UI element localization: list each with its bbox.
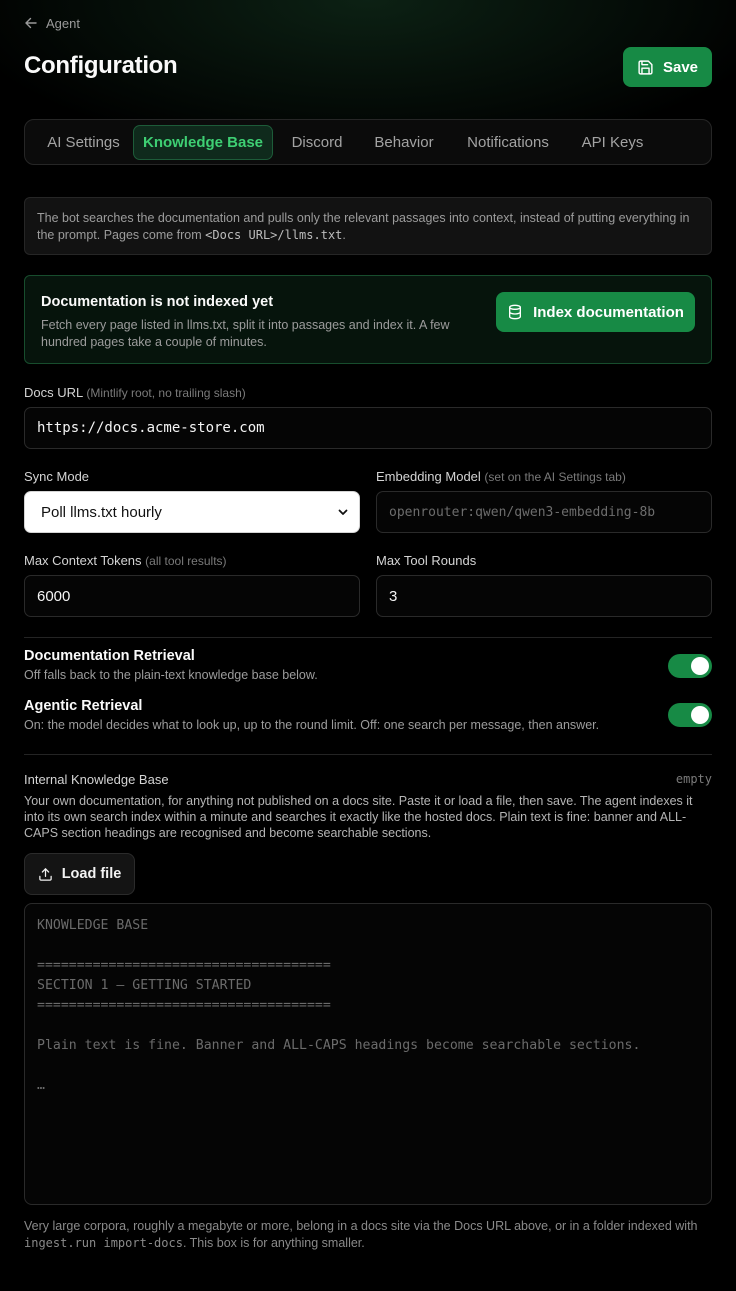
- index-documentation-button[interactable]: [496, 292, 695, 332]
- sync-mode-label: Sync Mode: [24, 469, 90, 484]
- settings-tabs: [24, 119, 712, 165]
- max-tool-rounds-value: 3: [389, 587, 398, 605]
- footer-text: Very large corpora, roughly a megabyte or more, belong in a docs site via the Docs URL above, or in a folder indexed with: [24, 1219, 698, 1233]
- docs-url-label-text: Docs URL: [24, 385, 83, 400]
- toggle-knob: [691, 706, 709, 724]
- doc-retrieval-description: Off falls back to the plain-text knowledge base below.: [24, 668, 318, 682]
- doc-retrieval-title: Documentation Retrieval: [24, 648, 195, 664]
- section-divider: [24, 754, 712, 755]
- tab-notifications[interactable]: Notifications: [467, 134, 549, 151]
- save-button[interactable]: [623, 47, 712, 87]
- embedding-model-label-text: Embedding Model: [376, 469, 481, 484]
- max-tool-rounds-label: Max Tool Rounds: [376, 553, 477, 568]
- save-button-label: Save: [662, 58, 699, 76]
- internal-kb-description: Your own documentation, for anything not published on a docs site. Paste it or load a file, then save. The agent indexes it into its own search index within a minute and searches it exactly like the hosted docs. Plain text is fine: banner and ALL-CAPS section headings are recognised and become searchable sections.: [24, 794, 693, 840]
- corpus-size-note: [24, 1218, 714, 1252]
- embedding-model-label: [376, 469, 626, 484]
- internal-kb-label: Internal Knowledge Base: [24, 772, 169, 787]
- max-context-tokens-input[interactable]: [24, 575, 360, 617]
- agentic-retrieval-description: On: the model decides what to look up, up to the round limit. Off: one search per message, then answer.: [24, 718, 600, 732]
- toggle-knob: [691, 657, 709, 675]
- embedding-model-input: [376, 491, 712, 533]
- sync-mode-value: Poll llms.txt hourly: [41, 503, 162, 521]
- tab-behavior[interactable]: Behavior: [374, 134, 434, 151]
- embedding-model-value: openrouter:qwen/qwen3-embedding-8b: [389, 504, 656, 520]
- docs-url-value: https://docs.acme-store.com: [37, 420, 265, 436]
- internal-kb-placeholder: KNOWLEDGE BASE ===================================== SECTION 1 — GETTING STARTED ===================================== Plain text is fine. Banner and ALL-CAPS headings become searchable sections. …: [37, 918, 641, 1093]
- max-tool-rounds-input[interactable]: [376, 575, 712, 617]
- docs-url-label: [24, 385, 246, 400]
- retrieval-info-note: [24, 197, 712, 255]
- index-status-title: Documentation is not indexed yet: [41, 294, 274, 310]
- section-divider: [24, 637, 712, 638]
- index-status-banner: [24, 275, 712, 364]
- upload-icon: [38, 867, 53, 882]
- footer-code: ingest.run import-docs: [24, 1236, 183, 1250]
- info-text: The bot searches the documentation and pulls only the relevant passages into context, instead of putting everything in the prompt. Pages come from: [37, 211, 690, 242]
- tab-ai-settings[interactable]: AI Settings: [47, 134, 120, 151]
- docs-url-input[interactable]: [24, 407, 712, 449]
- docs-url-hint: (Mintlify root, no trailing slash): [86, 386, 246, 400]
- arrow-left-icon: [24, 16, 38, 30]
- doc-retrieval-toggle[interactable]: [668, 654, 712, 678]
- max-context-tokens-label-text: Max Context Tokens: [24, 553, 142, 568]
- max-context-tokens-label: [24, 553, 227, 568]
- chevron-down-icon: [337, 506, 349, 518]
- internal-kb-status: empty: [675, 772, 712, 786]
- footer-text-end: . This box is for anything smaller.: [182, 1236, 365, 1250]
- info-code: <Docs URL>/llms.txt: [205, 228, 343, 242]
- tab-api-keys[interactable]: API Keys: [581, 134, 644, 151]
- agentic-retrieval-toggle[interactable]: [668, 703, 712, 727]
- max-context-tokens-hint: (all tool results): [145, 554, 227, 568]
- sync-mode-select[interactable]: [24, 491, 360, 533]
- back-link[interactable]: [24, 14, 80, 32]
- agentic-retrieval-title: Agentic Retrieval: [24, 698, 143, 714]
- tab-knowledge-base[interactable]: Knowledge Base: [133, 125, 273, 160]
- internal-kb-textarea[interactable]: [24, 903, 712, 1205]
- index-status-description: Fetch every page listed in llms.txt, split it into passages and index it. A few hundred pages take a couple of minutes.: [41, 318, 450, 349]
- database-icon: [507, 304, 523, 320]
- floppy-disk-icon: [637, 59, 654, 76]
- page-title: Configuration: [24, 52, 178, 79]
- index-documentation-label: Index documentation: [533, 303, 684, 321]
- tab-discord[interactable]: Discord: [291, 134, 343, 151]
- max-context-tokens-value: 6000: [37, 587, 71, 605]
- back-link-label: Agent: [46, 15, 80, 31]
- load-file-label: Load file: [61, 866, 122, 882]
- load-file-button[interactable]: [24, 853, 135, 895]
- info-text-end: .: [342, 228, 346, 242]
- embedding-model-hint: (set on the AI Settings tab): [484, 470, 626, 484]
